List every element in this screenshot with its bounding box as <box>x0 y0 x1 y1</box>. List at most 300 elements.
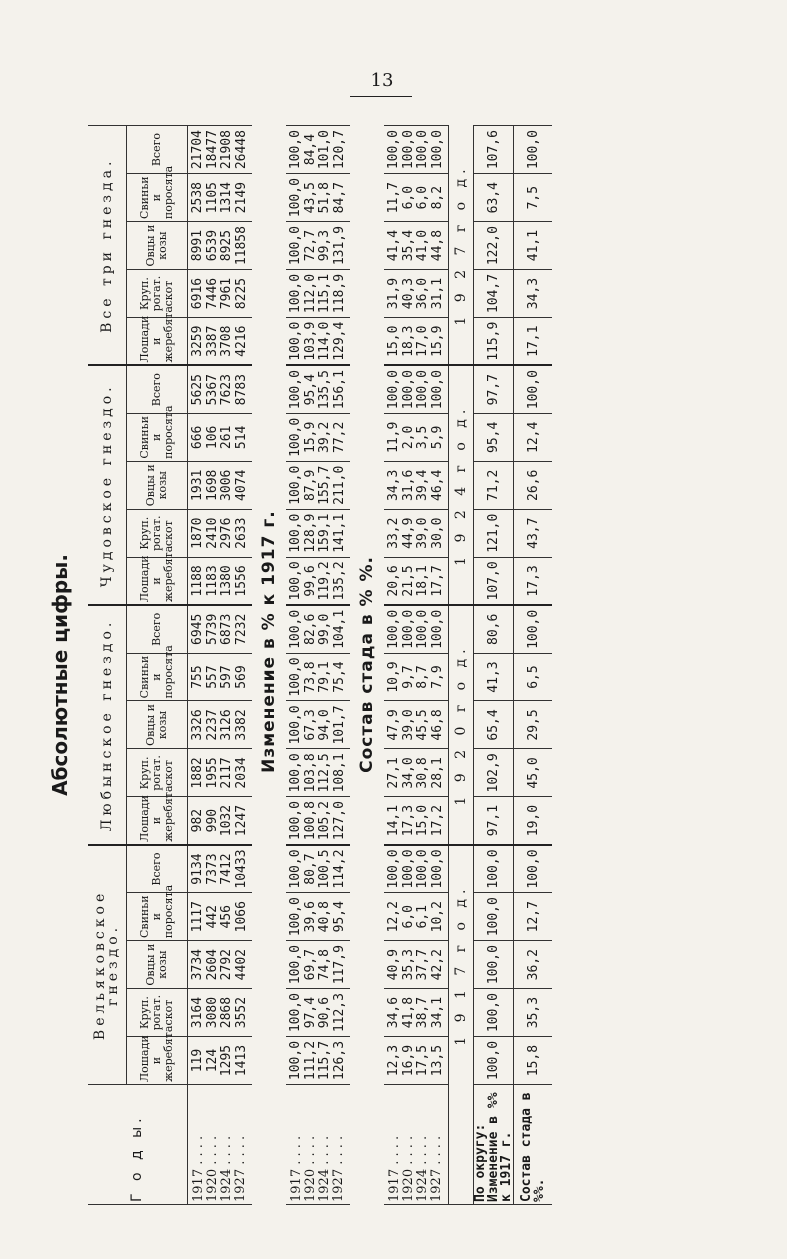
summary-value-cattle: 34,3 <box>514 270 553 318</box>
value: 40,8 <box>317 901 332 933</box>
value: 73,8 <box>302 661 318 693</box>
value: 3734 <box>190 949 205 981</box>
value: 39,0 <box>400 709 416 741</box>
value-cell-horses <box>286 1037 350 1085</box>
value: 1066 <box>233 901 249 933</box>
summary-value-horses: 107,0 <box>474 557 514 605</box>
value: 2149 <box>233 182 249 214</box>
value: 100,0 <box>288 993 303 1033</box>
summary-label: По округу: Изменение в %% к 1917 г. <box>474 1085 514 1205</box>
value: 90,6 <box>317 996 332 1029</box>
value: 105,2 <box>317 801 332 841</box>
value-cell-total <box>286 126 350 174</box>
value: 21908 <box>219 130 234 170</box>
value: 135,5 <box>317 370 332 410</box>
value: 108,1 <box>331 753 347 793</box>
value-cell-horses <box>384 557 449 605</box>
value: 100,5 <box>317 849 332 889</box>
value: 2538 <box>190 182 205 214</box>
value-cell-cattle <box>188 270 253 318</box>
column-label-total: Всего <box>127 605 188 653</box>
value-cell-total <box>384 126 449 174</box>
livestock-table <box>88 125 552 1205</box>
value: 103,9 <box>302 321 318 361</box>
summary-value-horses: 17,1 <box>514 318 553 366</box>
value: 100,0 <box>400 849 416 889</box>
value: 128,9 <box>302 513 318 553</box>
summary-value-horses: 19,0 <box>514 797 553 845</box>
value-cell-cattle <box>384 749 449 797</box>
value-cell-horses <box>188 557 253 605</box>
value: 7412 <box>219 853 234 885</box>
value: 17,7 <box>429 565 445 597</box>
value: 6873 <box>219 613 234 645</box>
group-name: Любынское гнездо. <box>88 605 127 845</box>
value: 100,0 <box>288 130 303 170</box>
value: 100,8 <box>302 801 318 841</box>
value-cell-sheep <box>188 461 253 509</box>
value: 100,0 <box>400 609 416 649</box>
value-cell-pigs <box>188 653 253 701</box>
summary-value-horses: 97,1 <box>474 797 514 845</box>
value: 131,9 <box>331 226 347 266</box>
value: 31,9 <box>386 277 401 310</box>
value-cell-horses <box>286 318 350 366</box>
value: 100,0 <box>288 513 303 553</box>
value-cell-sheep <box>286 941 350 989</box>
value: 99,0 <box>317 613 332 645</box>
summary-value-total: 100,0 <box>514 845 553 893</box>
section-heading: Изменение в % к 1917 г. <box>258 510 279 773</box>
value: 2237 <box>204 709 220 741</box>
year-label: 1920 . . . . <box>205 1135 220 1202</box>
value: 84,4 <box>302 133 318 166</box>
column-label-cattle: Круп. рогат. скот <box>127 989 188 1037</box>
value: 112,5 <box>317 753 332 793</box>
value: 5739 <box>204 613 220 645</box>
value-cell-sheep <box>188 701 253 749</box>
value-cell-pigs <box>286 893 350 941</box>
section-heading-row <box>350 126 384 1205</box>
value: 135,2 <box>331 561 347 601</box>
value: 1032 <box>219 804 234 837</box>
value-cell-pigs <box>384 893 449 941</box>
value: 97,4 <box>302 996 318 1029</box>
value-cell-total <box>286 365 350 413</box>
value: 41,0 <box>415 229 430 262</box>
year-label: 1927 . . . . <box>233 1135 248 1202</box>
value: 39,2 <box>317 421 332 453</box>
value: 8,2 <box>429 185 445 210</box>
value-cell-cattle <box>384 509 449 557</box>
value: 6916 <box>190 277 205 310</box>
section-heading: Состав стада в % %. <box>356 556 377 773</box>
section-heading-row <box>252 126 286 1205</box>
column-label-sheep: Овцы и козы <box>127 701 188 749</box>
year-label: 1924 . . . . <box>219 1135 234 1202</box>
summary-value-sheep: 122,0 <box>474 222 514 270</box>
column-label-horses: Лошади и жеребята <box>127 1037 188 1085</box>
value: 5625 <box>190 374 205 406</box>
value-cell-cattle <box>188 509 253 557</box>
value: 100,0 <box>288 849 303 889</box>
value: 141,1 <box>331 513 347 553</box>
summary-value-horses: 100,0 <box>474 1037 514 1085</box>
value: 1188 <box>190 565 205 597</box>
value: 72,7 <box>302 229 318 262</box>
value-cell-total <box>384 845 449 893</box>
value: 6539 <box>204 229 220 262</box>
column-label-pigs: Свиньи и поросята <box>127 653 188 701</box>
value-cell-horses <box>286 557 350 605</box>
value: 100,0 <box>288 321 303 361</box>
value-cell-cattle <box>286 509 350 557</box>
value: 557 <box>204 665 220 689</box>
year-label: 1927 . . . . <box>331 1135 346 1202</box>
value: 6,0 <box>400 185 416 210</box>
value: 106 <box>204 425 220 450</box>
year-list <box>286 1085 350 1205</box>
value: 115,1 <box>317 273 332 314</box>
value: 159,1 <box>317 513 332 553</box>
value: 79,1 <box>317 661 332 693</box>
value: 117,9 <box>331 945 347 985</box>
value-cell-pigs <box>384 174 449 222</box>
value: 4074 <box>233 469 249 501</box>
value: 100,0 <box>288 370 303 410</box>
value: 100,0 <box>386 849 401 889</box>
value: 4216 <box>233 325 249 357</box>
summary-value-total: 100,0 <box>474 845 514 893</box>
column-label-total: Всего <box>127 845 188 893</box>
value: 990 <box>204 808 220 833</box>
year-label: 1924 . . . . <box>415 1135 430 1202</box>
value: 120,7 <box>331 130 347 170</box>
value: 1955 <box>204 757 220 789</box>
value: 34,6 <box>386 996 401 1029</box>
column-label-total: Всего <box>127 126 188 174</box>
value-cell-total <box>188 365 253 413</box>
summary-value-sheep: 26,6 <box>514 461 553 509</box>
period-label: 1 9 2 0 г о д. <box>449 605 474 845</box>
summary-value-cattle: 45,0 <box>514 749 553 797</box>
period-label: 1 9 2 4 г о д. <box>449 365 474 605</box>
value: 99,6 <box>302 565 318 597</box>
value: 2792 <box>219 949 234 981</box>
summary-value-cattle: 102,9 <box>474 749 514 797</box>
value: 69,7 <box>302 949 318 981</box>
value: 7961 <box>219 277 234 310</box>
value: 43,5 <box>302 182 318 214</box>
column-label-horses: Лошади и жеребята <box>127 797 188 845</box>
value: 38,7 <box>415 996 430 1029</box>
value: 20,6 <box>386 565 401 597</box>
column-label-pigs: Свиньи и поросята <box>127 893 188 941</box>
value: 100,0 <box>288 705 303 745</box>
value: 982 <box>190 808 205 833</box>
value: 569 <box>233 665 249 689</box>
value: 100,0 <box>288 753 303 793</box>
value: 155,7 <box>317 465 332 505</box>
value: 7623 <box>219 374 234 406</box>
value: 34,3 <box>386 469 401 501</box>
column-label-pigs: Свиньи и поросята <box>127 174 188 222</box>
value: 45,5 <box>415 709 430 741</box>
column-label-horses: Лошади и жеребята <box>127 557 188 605</box>
column-header-row <box>127 126 188 1205</box>
value-cell-pigs <box>384 653 449 701</box>
value: 26448 <box>233 130 249 170</box>
year-label: 1917 . . . . <box>387 1135 402 1202</box>
value: 15,0 <box>415 804 430 837</box>
value: 99,3 <box>317 229 332 262</box>
value: 2,0 <box>400 425 416 450</box>
value: 51,8 <box>317 182 332 214</box>
value: 1556 <box>233 565 249 597</box>
value: 156,1 <box>331 370 347 410</box>
value: 119,2 <box>317 561 332 601</box>
value: 8,7 <box>415 665 430 689</box>
value: 3552 <box>233 996 249 1029</box>
value-cell-sheep <box>384 941 449 989</box>
value: 3164 <box>190 996 205 1029</box>
value: 100,0 <box>288 897 303 937</box>
summary-value-horses: 15,8 <box>514 1037 553 1085</box>
year-label: 1920 . . . . <box>303 1135 318 1202</box>
summary-value-cattle: 35,3 <box>514 989 553 1037</box>
value: 7232 <box>233 613 249 645</box>
summary-value-total: 100,0 <box>514 605 553 653</box>
column-label-horses: Лошади и жеребята <box>127 318 188 366</box>
value-cell-cattle <box>384 989 449 1037</box>
summary-value-sheep: 100,0 <box>474 941 514 989</box>
value: 74,8 <box>317 949 332 981</box>
value: 13,5 <box>429 1044 445 1077</box>
value: 100,0 <box>415 849 430 889</box>
value: 12,2 <box>386 901 401 933</box>
value: 1413 <box>233 1044 249 1077</box>
year-label: 1917 . . . . <box>289 1135 304 1202</box>
value: 100,0 <box>415 609 430 649</box>
value-cell-cattle <box>286 989 350 1037</box>
value: 100,0 <box>288 561 303 601</box>
summary-value-sheep: 41,1 <box>514 222 553 270</box>
value: 82,6 <box>302 613 318 645</box>
value-cell-sheep <box>188 222 253 270</box>
value: 129,4 <box>331 321 347 361</box>
table-title: Абсолютные цифры. <box>48 554 72 796</box>
value: 3387 <box>204 325 220 357</box>
summary-value-pigs: 7,5 <box>514 174 553 222</box>
group-name: Все три гнезда. <box>88 126 127 366</box>
summary-value-sheep: 36,2 <box>514 941 553 989</box>
value: 67,3 <box>302 709 318 741</box>
value: 115,7 <box>317 1040 332 1081</box>
value: 100,0 <box>288 465 303 505</box>
summary-value-pigs: 12,4 <box>514 413 553 461</box>
summary-value-pigs: 41,3 <box>474 653 514 701</box>
value: 5,9 <box>429 425 445 450</box>
summary-value-cattle: 43,7 <box>514 509 553 557</box>
value-cell-horses <box>188 1037 253 1085</box>
value: 755 <box>190 665 205 689</box>
value: 27,1 <box>386 757 401 789</box>
value-cell-horses <box>384 797 449 845</box>
summary-row <box>514 126 553 1205</box>
summary-value-total: 100,0 <box>514 126 553 174</box>
value: 112,3 <box>331 993 347 1033</box>
column-label-cattle: Круп. рогат. скот <box>127 509 188 557</box>
value: 442 <box>204 904 220 929</box>
value: 6945 <box>190 613 205 645</box>
summary-value-total: 97,7 <box>474 365 514 413</box>
year-list <box>188 1085 253 1205</box>
value: 37,7 <box>415 949 430 981</box>
summary-value-pigs: 12,7 <box>514 893 553 941</box>
value: 36,0 <box>415 277 430 310</box>
value: 100,0 <box>400 130 416 170</box>
value: 40,3 <box>400 277 416 310</box>
year-label: 1927 . . . . <box>429 1135 444 1202</box>
value: 84,7 <box>331 182 347 214</box>
value-cell-horses <box>384 318 449 366</box>
value: 456 <box>219 904 234 929</box>
summary-value-total: 80,6 <box>474 605 514 653</box>
value: 10,9 <box>386 661 401 693</box>
value: 100,0 <box>386 609 401 649</box>
value: 100,0 <box>288 417 303 457</box>
value: 111,2 <box>302 1040 318 1081</box>
period-label-spacer <box>449 1085 474 1205</box>
value: 1183 <box>204 565 220 597</box>
value: 47,9 <box>386 709 401 741</box>
year-label: 1917 . . . . <box>191 1135 206 1202</box>
summary-value-horses: 115,9 <box>474 318 514 366</box>
summary-value-cattle: 121,0 <box>474 509 514 557</box>
value-cell-cattle <box>384 270 449 318</box>
value: 21,5 <box>400 565 416 597</box>
summary-value-total: 100,0 <box>514 365 553 413</box>
value-cell-pigs <box>188 893 253 941</box>
value: 100,0 <box>288 801 303 841</box>
value: 1105 <box>204 182 220 214</box>
years-header: Г о д ы. <box>88 1085 188 1205</box>
value-cell-pigs <box>188 174 253 222</box>
summary-row <box>474 126 514 1205</box>
value-cell-sheep <box>286 222 350 270</box>
value: 3080 <box>204 996 220 1029</box>
value: 6,0 <box>400 904 416 929</box>
summary-value-cattle: 100,0 <box>474 989 514 1037</box>
value: 101,7 <box>331 705 347 745</box>
value-cell-total <box>188 605 253 653</box>
value-cell-sheep <box>286 701 350 749</box>
value: 211,0 <box>331 465 347 505</box>
value-cell-horses <box>286 797 350 845</box>
value-cell-horses <box>188 318 253 366</box>
value: 95,4 <box>302 374 318 406</box>
value: 10433 <box>233 849 249 889</box>
year-label: 1924 . . . . <box>317 1135 332 1202</box>
summary-value-pigs: 95,4 <box>474 413 514 461</box>
year-list <box>384 1085 449 1205</box>
summary-label: Состав стада в %%. <box>514 1085 553 1205</box>
value: 15,0 <box>386 325 401 357</box>
value: 100,0 <box>288 1040 303 1081</box>
value: 114,0 <box>317 321 332 361</box>
value: 1295 <box>219 1044 234 1077</box>
summary-value-sheep: 71,2 <box>474 461 514 509</box>
value: 1698 <box>204 469 220 501</box>
value-cell-total <box>384 365 449 413</box>
column-label-pigs: Свиньи и поросята <box>127 413 188 461</box>
value: 17,3 <box>400 804 416 837</box>
value: 16,9 <box>400 1044 416 1077</box>
value: 124 <box>204 1048 220 1073</box>
value-cell-total <box>384 605 449 653</box>
value: 3259 <box>190 325 205 357</box>
value: 2633 <box>233 517 249 549</box>
value: 103,8 <box>302 753 318 793</box>
value: 1882 <box>190 757 205 789</box>
value: 33,2 <box>386 517 401 549</box>
value: 100,0 <box>429 849 445 889</box>
value: 597 <box>219 665 234 689</box>
value: 8991 <box>190 229 205 262</box>
value: 41,8 <box>400 996 416 1029</box>
value-cell-total <box>286 845 350 893</box>
value: 9134 <box>190 853 205 885</box>
value: 17,0 <box>415 325 430 357</box>
summary-value-pigs: 100,0 <box>474 893 514 941</box>
value-cell-cattle <box>286 749 350 797</box>
column-label-sheep: Овцы и козы <box>127 941 188 989</box>
data-row <box>286 126 350 1205</box>
summary-value-cattle: 104,7 <box>474 270 514 318</box>
value: 100,0 <box>429 370 445 410</box>
value-cell-pigs <box>384 413 449 461</box>
value-cell-sheep <box>384 461 449 509</box>
rotated-table-page <box>40 125 760 1225</box>
value: 18,3 <box>400 325 416 357</box>
value-cell-pigs <box>286 174 350 222</box>
column-label-sheep: Овцы и козы <box>127 222 188 270</box>
value: 114,2 <box>331 849 347 889</box>
value: 2410 <box>204 517 220 549</box>
value: 2117 <box>219 757 234 789</box>
summary-value-total: 107,6 <box>474 126 514 174</box>
column-label-total: Всего <box>127 365 188 413</box>
value: 15,9 <box>302 421 318 453</box>
year-label: 1920 . . . . <box>401 1135 416 1202</box>
value-cell-total <box>286 605 350 653</box>
value: 3126 <box>219 709 234 741</box>
value: 126,3 <box>331 1040 347 1081</box>
value: 39,6 <box>302 901 318 933</box>
value: 100,0 <box>288 178 303 218</box>
value: 11,7 <box>386 182 401 214</box>
value: 3,5 <box>415 425 430 450</box>
value: 34,0 <box>400 757 416 789</box>
value: 1117 <box>190 901 205 933</box>
value: 7373 <box>204 853 220 885</box>
value: 7446 <box>204 277 220 310</box>
value: 3708 <box>219 325 234 357</box>
value: 42,2 <box>429 949 445 981</box>
column-label-sheep: Овцы и козы <box>127 461 188 509</box>
value: 87,9 <box>302 469 318 501</box>
value: 14,1 <box>386 804 401 837</box>
